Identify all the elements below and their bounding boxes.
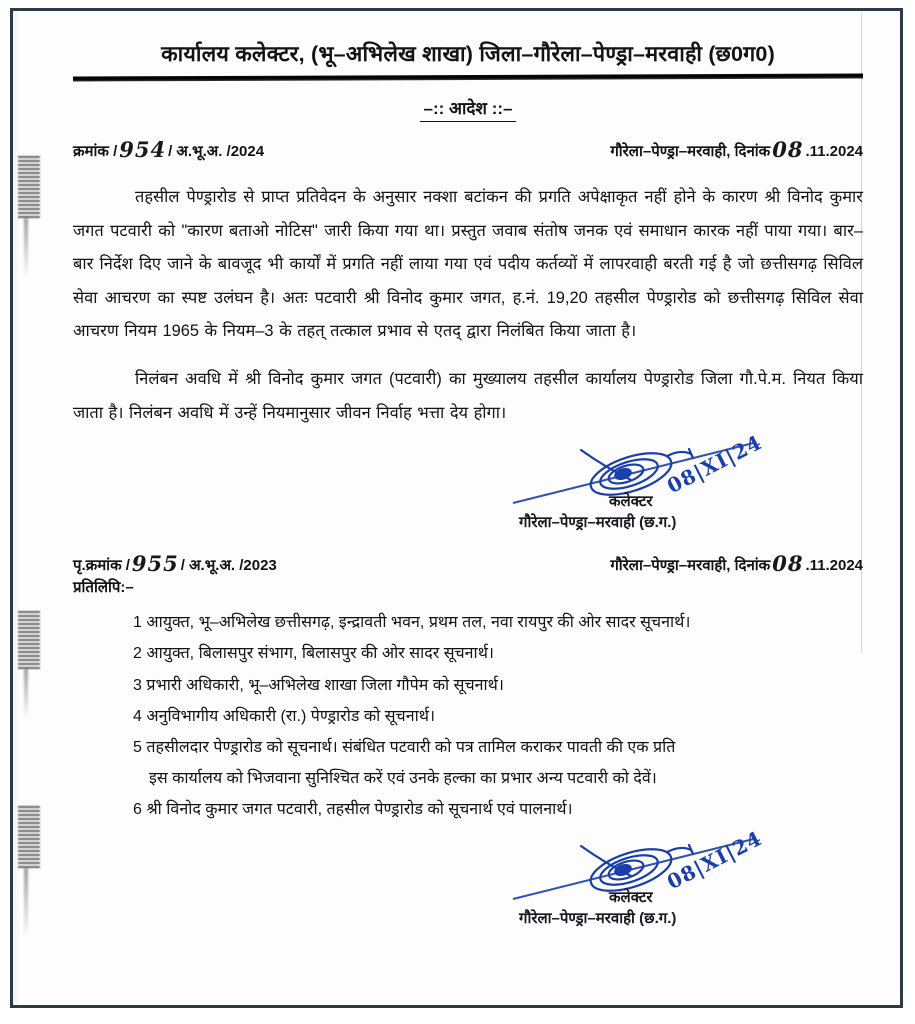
reference-date-day-handwritten: 08 — [772, 136, 804, 162]
reference-place: गौरेला–पेण्ड्रा–मरवाही, दिनांक — [610, 142, 771, 160]
list-item — [73, 670, 863, 701]
document-content — [73, 41, 863, 932]
reference-prefix-label: क्रमांक / — [73, 142, 118, 160]
copy-reference-year: 2023 — [243, 557, 277, 575]
document-page — [13, 11, 900, 1005]
signature-date-handwritten: 08|XI|24 — [663, 825, 766, 894]
order-paragraph-2: निलंबन अवधि में श्री विनोद कुमार जगत (पटवारी) का मुख्यालय तहसील कार्यालय पेण्ड्रारोड जिला गौ.पे.म. नियत किया जाता है। निलंबन अवधि में उन्हें नियमानुसार जीवन निर्वाह भत्ता देय होगा। — [73, 370, 863, 422]
copy-reference-row — [73, 550, 863, 575]
order-heading: –:: आदेश ::– — [420, 96, 517, 122]
copy-reference-number-group — [73, 550, 277, 575]
list-item-text: अनुविभागीय अधिकारी (रा.) पेण्ड्रारोड को सूचनार्थ। — [146, 707, 436, 725]
signature-inner — [513, 430, 843, 536]
copy-reference-date-group — [610, 550, 863, 575]
signature-date-handwritten: 08|XI|24 — [663, 430, 766, 499]
signature-block-secondary — [73, 825, 863, 932]
order-paragraph-1: तहसील पेण्ड्रारोड से प्राप्त प्रतिवेदन के अनुसार नक्शा बटांकन की प्रगति अपेक्षाकृत नहीं होने के कारण श्री विनोद कुमार जगत पटवारी को "कारण बताओ नोटिस" जारी किया गया था। प्रस्तुत जवाब संतोष जनक एवं समाधान कारक नहीं पाया गया। बार–बार निर्देश दिए जाने के बावजूद भी कार्यों में प्रगति नहीं लाया गया एवं पदीय कर्तव्यों में लापरवाही बरती गई है जो छत्तीसगढ़ सिविल सेवा आचरण का स्पष्ट उलंघन है। अतः पटवारी श्री विनोद कुमार जगत, ह.नं. 19,20 तहसील पेण्ड्रारोड को छत्तीसगढ़ सिविल सेवा आचरण नियम 1965 के नियम–3 के तहत् तत्काल प्रभाव से एतद् द्वारा निलंबित किया जाता है। — [73, 187, 863, 341]
office-title: कार्यालय कलेक्टर, (भू–अभिलेख शाखा) जिला–गौरेला–पेण्ड्रा–मरवाही (छ0ग0) — [161, 42, 775, 66]
reference-number-group — [73, 136, 264, 161]
list-item-continuation: इस कार्यालय को भिजवाना सुनिश्चित करें एवं उनके हल्का का प्रभार अन्य पटवारी को देवें। — [149, 770, 657, 788]
scan-smudge-artifact — [18, 156, 40, 218]
list-item-text: श्री विनोद कुमार जगत पटवारी, तहसील पेण्ड्रारोड को सूचनार्थ एवं पालनार्थ। — [146, 801, 573, 819]
signature-designation: कलेक्टर — [609, 888, 653, 906]
list-item — [73, 638, 863, 669]
scan-smudge-artifact — [18, 611, 40, 669]
signature-designation: कलेक्टर — [609, 493, 653, 511]
copy-reference-prefix-label: पृ.क्रमांक / — [73, 557, 130, 575]
scan-smudge-tail-artifact — [24, 868, 28, 938]
list-item — [73, 732, 863, 794]
reference-row — [73, 136, 863, 161]
signature-place: गौरेला–पेण्ड्रा–मरवाही (छ.ग.) — [519, 514, 677, 532]
list-item-number: 3 — [133, 676, 142, 694]
signature-inner — [513, 825, 843, 932]
copy-reference-number-handwritten: 955 — [131, 551, 179, 577]
list-item-text: आयुक्त, बिलासपुर संभाग, बिलासपुर की ओर सादर सूचनार्थ। — [146, 645, 494, 663]
reference-date-rest: .11.2024 — [805, 142, 863, 160]
reference-date-group — [610, 136, 863, 161]
list-item-text: प्रभारी अधिकारी, भू–अभिलेख शाखा जिला गौपेम को सूचनार्थ। — [146, 676, 504, 694]
order-heading-wrapper — [73, 96, 863, 122]
list-item-number: 5 — [133, 739, 142, 756]
list-item-number: 1 — [133, 614, 142, 632]
list-item — [73, 701, 863, 732]
signature-block-primary — [73, 430, 863, 536]
list-item-number: 2 — [133, 645, 142, 663]
list-item-number: 6 — [133, 801, 142, 819]
copy-reference-date-rest: .11.2024 — [805, 557, 863, 575]
copy-reference-middle-label: / अ.भू.अ. / — [180, 557, 244, 575]
reference-year: 2024 — [230, 142, 265, 160]
list-item — [73, 607, 863, 638]
list-item-text: आयुक्त, भू–अभिलेख छत्तीसगढ़, इन्द्रावती भवन, प्रथम तल, नवा रायपुर की ओर सादर सूचनार्थ। — [146, 614, 691, 632]
copy-section — [73, 550, 863, 825]
copy-list-label: प्रतिलिपि:– — [73, 579, 134, 597]
list-item-number: 4 — [133, 707, 142, 725]
signature-place: गौरेला–पेण्ड्रा–मरवाही (छ.ग.) — [519, 909, 677, 927]
scan-smudge-artifact — [18, 806, 40, 868]
scan-smudge-tail-artifact — [24, 669, 28, 719]
reference-middle-label: / अ.भू.अ. / — [168, 142, 231, 160]
reference-number-handwritten: 954 — [119, 136, 167, 162]
scan-edge-artifact — [13, 11, 22, 1005]
header-divider-rule — [73, 73, 863, 81]
list-item — [73, 794, 863, 825]
scan-smudge-tail-artifact — [24, 218, 28, 278]
copy-reference-date-day-handwritten: 08 — [772, 551, 804, 577]
list-item-text: तहसीलदार पेण्ड्रारोड को सूचनार्थ। संबंधित पटवारी को पत्र तामिल कराकर पावती की एक प्रति — [146, 739, 676, 756]
copy-reference-place: गौरेला–पेण्ड्रा–मरवाही, दिनांक — [610, 557, 771, 575]
document-page-frame — [10, 8, 903, 1008]
copy-list — [73, 607, 863, 825]
